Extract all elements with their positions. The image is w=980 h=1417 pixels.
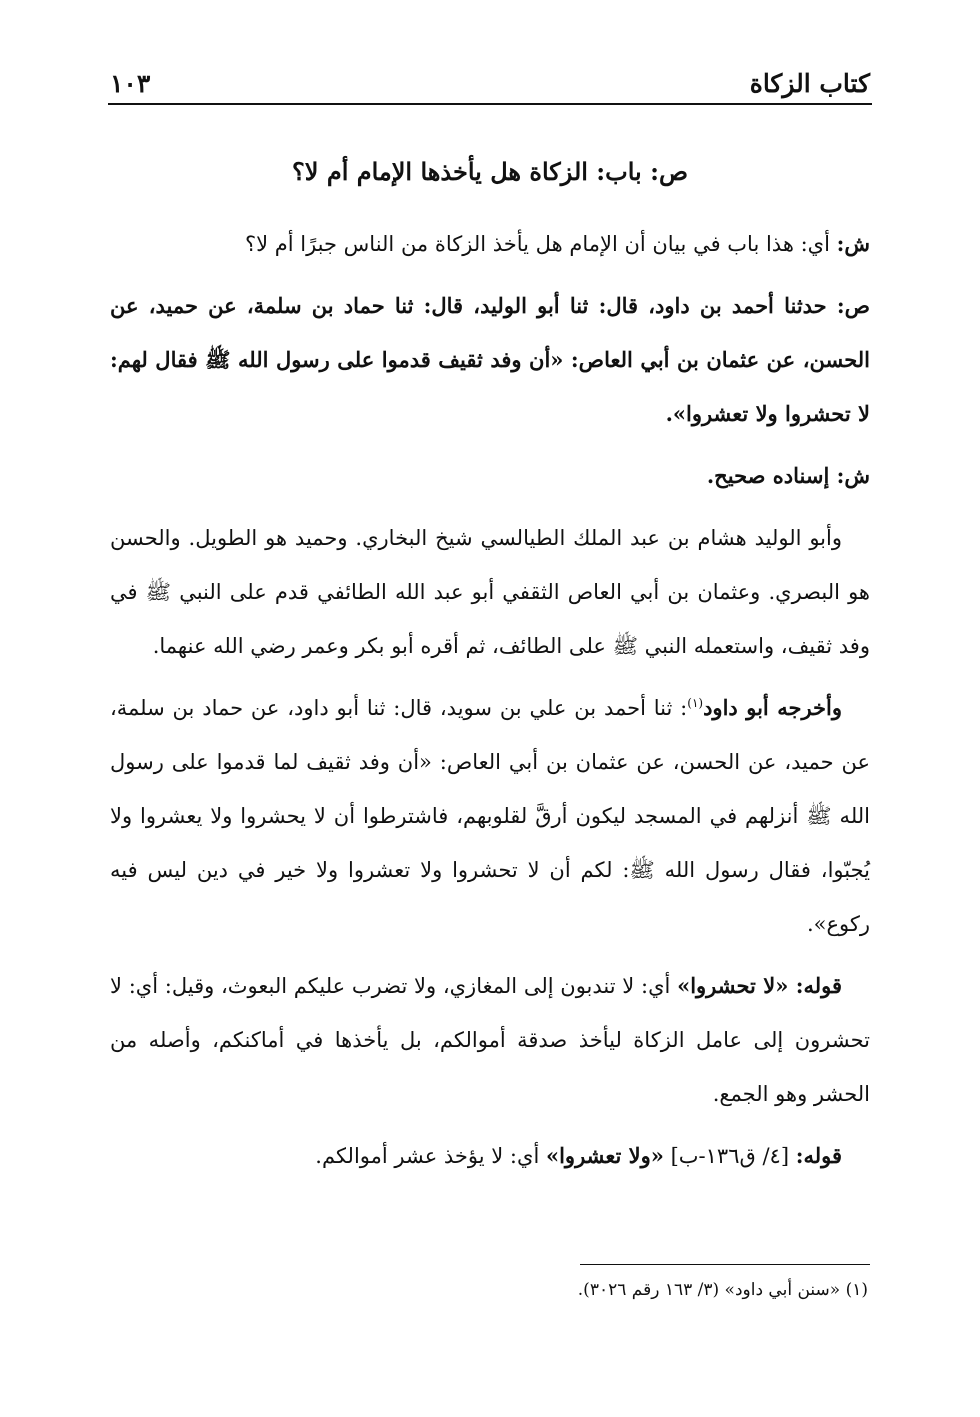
paragraph-lead: وأخرجه أبو داود	[703, 695, 842, 720]
manuscript-reference: [٤/ ق١٣٦-ب]	[663, 1144, 796, 1168]
paragraph-lead-2: «ولا تعشروا»	[545, 1143, 664, 1168]
paragraph-text: أي: لا تندبون إلى المغازي، ولا تضرب عليكم البعوث، وقيل: أي: لا تحشرون إلى عامل الزكاة ليأخذ صدقة أموالكم، بل يأخذها في أماكنكم، وأصله من الحشر وهو الجمع.	[110, 974, 870, 1106]
footnote-rule	[580, 1264, 870, 1265]
paragraph-text: أي: لا يؤخذ عشر أموالكم.	[315, 1144, 546, 1168]
paragraph-text: : ثنا أحمد بن علي بن سويد، قال: ثنا أبو داود، عن حماد بن سلمة، عن حميد، عن الحسن، عن عثمان بن أبي العاص: «أن وفد ثقيف لما قدموا على رسول الله ﷺ أنزلهم في المسجد ليكون أرقَّ لقلوبهم، فاشترطوا أن لا يحشروا ولا يعشروا ولا يُجبّوا، فقال رسول الله ﷺ: لكم أن لا تحشروا ولا تعشروا ولا خير في دين ليس فيه ركوع».	[110, 696, 870, 936]
page-number: ١٠٣	[110, 69, 151, 98]
paragraph-lead: قوله: «لا تحشروا»	[677, 973, 842, 998]
paragraph-text: أي: هذا باب في بيان أن الإمام هل يأخذ الزكاة من الناس جبرًا أم لا؟	[244, 232, 837, 256]
paragraph-explanation-1	[110, 217, 870, 271]
footnote: (١) «سنن أبي داود» (٣/ ١٦٣ رقم ٣٠٢٦).	[577, 1280, 868, 1300]
paragraph-isnad-note: ش: إسناده صحيح.	[706, 463, 870, 488]
paragraph-la-tuashsharu	[110, 1129, 870, 1183]
paragraph-takhrij	[110, 681, 870, 951]
paragraph-la-tuhsharu	[110, 959, 870, 1121]
footnote-reference: (١)	[687, 696, 704, 710]
paragraph-lead: قوله:	[795, 1143, 842, 1168]
running-title: كتاب الزكاة	[749, 69, 870, 98]
header-rule	[108, 103, 872, 105]
page-header	[110, 58, 870, 98]
paragraph-lead: ش:	[836, 231, 870, 256]
page-body	[110, 145, 870, 1191]
paragraph-hadith-text: ص: حدثنا أحمد بن داود، قال: ثنا أبو الوليد، قال: ثنا حماد بن سلمة، عن حميد، عن الحسن، عن عثمان بن أبي العاص: «أن وفد ثقيف قدموا على رسول الله ﷺ فقال لهم: لا تحشروا ولا تعشروا».	[110, 293, 870, 426]
paragraph-narrators: وأبو الوليد هشام بن عبد الملك الطيالسي شيخ البخاري. وحميد هو الطويل. والحسن هو البصري. وعثمان بن أبي العاص الثقفي أبو عبد الله الطائفي قدم على النبي ﷺ في وفد ثقيف، واستعمله النبي ﷺ على الطائف، ثم أقره أبو بكر وعمر رضي الله عنهما.	[110, 526, 870, 658]
chapter-title: ص: باب: الزكاة هل يأخذها الإمام أم لا؟	[292, 157, 688, 186]
